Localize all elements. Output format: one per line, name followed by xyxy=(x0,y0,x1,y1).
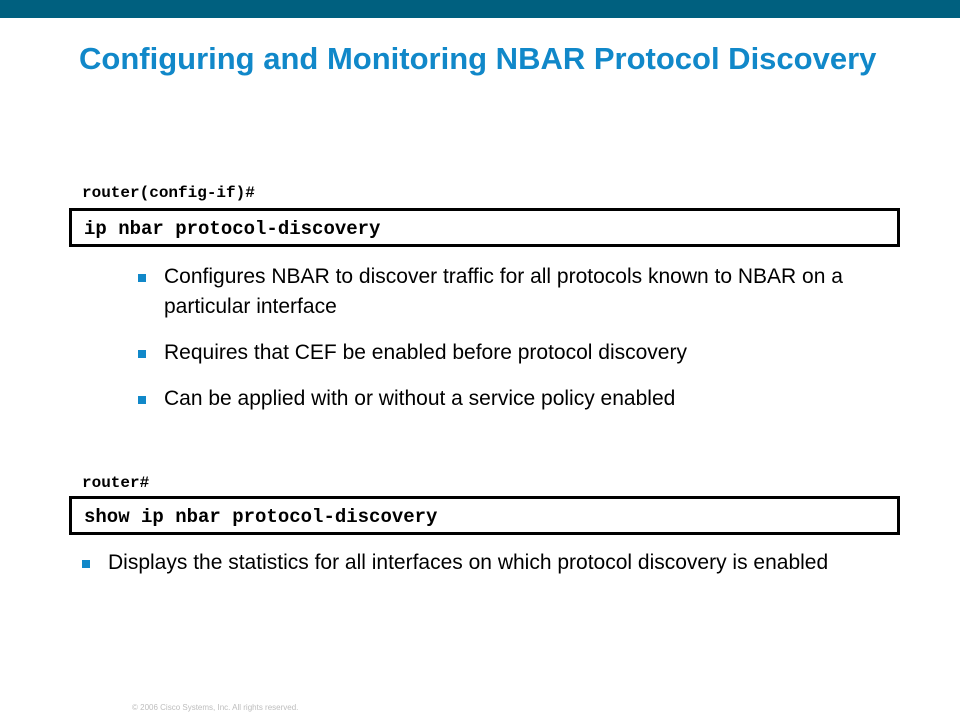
list-item: Can be applied with or without a service policy enabled xyxy=(138,384,908,414)
list-item: Displays the statistics for all interfaces on which protocol discovery is enabled xyxy=(82,548,902,578)
command-text: ip nbar protocol-discovery xyxy=(84,218,381,240)
config-if-prompt: router(config-if)# xyxy=(82,184,255,202)
router-prompt: router# xyxy=(82,474,150,492)
square-bullet-icon xyxy=(138,396,146,404)
list-item: Configures NBAR to discover traffic for all protocols known to NBAR on a particular interface xyxy=(138,262,908,322)
bullet-list-1 xyxy=(138,262,908,414)
square-bullet-icon xyxy=(138,350,146,358)
copyright-footer: © 2006 Cisco Systems, Inc. All rights reserved. xyxy=(132,703,299,712)
slide-title: Configuring and Monitoring NBAR Protocol Discovery xyxy=(79,41,877,76)
square-bullet-icon xyxy=(82,560,90,568)
top-banner xyxy=(0,0,960,18)
command-box-show-protocol-discovery xyxy=(69,496,900,535)
list-item: Requires that CEF be enabled before protocol discovery xyxy=(138,338,908,368)
bullet-list-2 xyxy=(82,548,902,578)
command-box-protocol-discovery xyxy=(69,208,900,247)
command-text: show ip nbar protocol-discovery xyxy=(84,506,438,528)
square-bullet-icon xyxy=(138,274,146,282)
